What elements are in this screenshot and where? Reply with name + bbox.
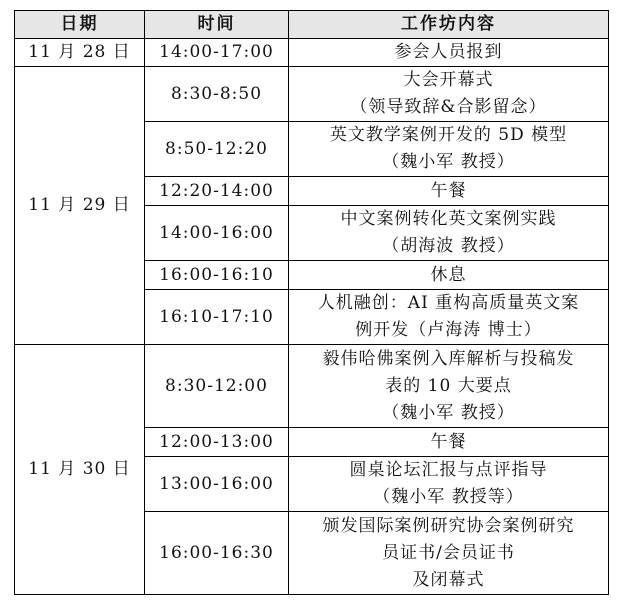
time-cell: 8:30-8:50: [145, 67, 289, 122]
content-line: 颁发国际案例研究协会案例研究: [322, 515, 575, 536]
content-line: 毅伟哈佛案例入库解析与投稿发: [322, 348, 575, 369]
content-line: 表的 10 大要点: [385, 375, 512, 396]
time-cell: 14:00-17:00: [145, 39, 289, 67]
content-line: 人机融创：AI 重构高质量英文案: [317, 293, 580, 313]
content-cell: [289, 39, 609, 67]
table-row: [15, 67, 609, 122]
time-cell: 8:50-12:20: [145, 122, 289, 177]
content-cell: [289, 206, 609, 261]
content-cell: [289, 290, 609, 345]
content-cell: [289, 67, 609, 122]
time-cell: 16:10-17:10: [145, 290, 289, 345]
content-cell: [289, 261, 609, 290]
content-cell: [289, 457, 609, 512]
date-cell: 11 月 30 日: [15, 345, 145, 595]
time-cell: 16:00-16:30: [145, 512, 289, 595]
content-cell: [289, 122, 609, 177]
time-cell: 8:30-12:00: [145, 345, 289, 428]
content-cell: [289, 512, 609, 595]
time-cell: 13:00-16:00: [145, 457, 289, 512]
content-cell: [289, 177, 609, 206]
header-content: 工作坊内容: [289, 11, 609, 39]
schedule-table: [14, 10, 609, 595]
table-row: [15, 345, 609, 428]
content-line: 例开发（卢海涛 博士）: [355, 320, 542, 340]
date-cell: 11 月 28 日: [15, 39, 145, 67]
content-line: 员证书/会员证书: [382, 542, 515, 563]
table-row: [15, 39, 609, 67]
content-line: 英文教学案例开发的 5D 模型: [329, 125, 568, 145]
time-cell: 14:00-16:00: [145, 206, 289, 261]
time-cell: 16:00-16:10: [145, 261, 289, 290]
content-line: 圆桌论坛汇报与点评指导: [349, 460, 548, 480]
header-row: [15, 11, 609, 39]
header-time: 时间: [145, 11, 289, 39]
content-line: （魏小军 教授）: [382, 152, 515, 172]
content-cell: [289, 345, 609, 428]
content-line: 参会人员报到: [394, 42, 503, 62]
content-line: 午餐: [430, 180, 467, 201]
content-line: 午餐: [430, 431, 467, 452]
content-line: （魏小军 教授）: [382, 402, 515, 423]
content-line: 大会开幕式: [403, 70, 494, 90]
content-cell: [289, 428, 609, 457]
content-line: 休息: [430, 264, 467, 285]
header-date: 日期: [15, 11, 145, 39]
content-line: 及闭幕式: [412, 569, 485, 590]
content-line: （魏小军 教授等）: [373, 487, 524, 507]
date-cell: 11 月 29 日: [15, 67, 145, 345]
time-cell: 12:20-14:00: [145, 177, 289, 206]
time-cell: 12:00-13:00: [145, 428, 289, 457]
content-line: 中文案例转化英文案例实践: [340, 209, 557, 229]
content-line: （胡海波 教授）: [382, 236, 515, 256]
content-line: （领导致辞&合影留念）: [350, 97, 547, 117]
